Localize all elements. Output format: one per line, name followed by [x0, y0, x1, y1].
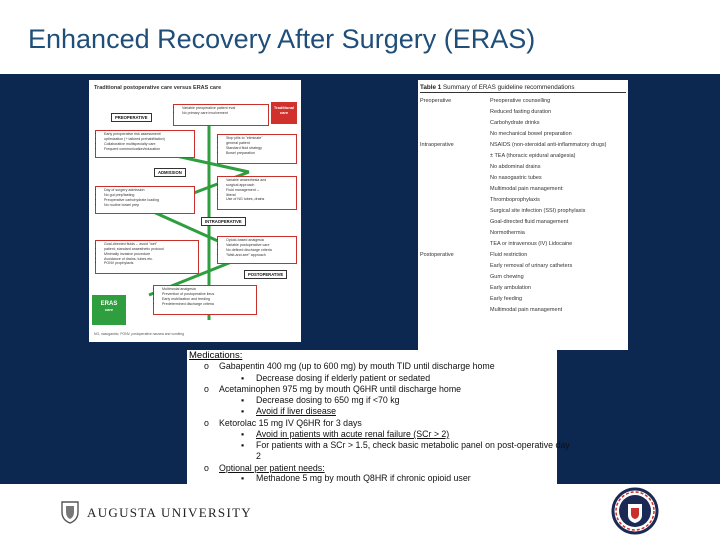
table-row: [420, 227, 626, 238]
box-item: • patient; standard anaesthetic protocol: [104, 247, 196, 252]
box-item: • Frequent communication/education: [104, 147, 192, 152]
box-item: • general patient: [226, 141, 294, 146]
table-category-cell: [420, 150, 490, 161]
table-item-cell: Normothermia: [490, 229, 525, 236]
table-item-cell: Reduced fasting duration: [490, 108, 552, 115]
university-seal-icon: [611, 487, 659, 535]
table-item-cell: NSAIDS (non-steroidal anti-inflammatory drugs): [490, 141, 607, 148]
box-item: • No routine bowel prep: [104, 203, 192, 208]
table-row: [420, 128, 626, 139]
bullet: ▪: [241, 473, 245, 483]
admission-label: ADMISSION: [154, 168, 186, 177]
table-row: [420, 249, 626, 260]
university-name: AUGUSTA UNIVERSITY: [87, 505, 252, 520]
box-item: • optimization (+ tailored prehabilitation): [104, 137, 192, 142]
table-row: [420, 260, 626, 271]
table-item-cell: No abdominal drains: [490, 163, 541, 170]
table-row: [420, 106, 626, 117]
table-row: [420, 172, 626, 183]
table-item-cell: Fluid restriction: [490, 251, 528, 258]
eras-preop-box: [95, 130, 195, 158]
eras-admission-box: [95, 186, 195, 214]
med-item: [204, 361, 495, 371]
postoperative-label: POSTOPERATIVE: [244, 270, 287, 279]
med-item: [204, 384, 461, 394]
traditional-preop-box: [173, 104, 269, 126]
table-title: [420, 84, 575, 91]
med-text: Gabapentin 400 mg (up to 600 mg) by mouth TID until discharge home: [219, 361, 495, 371]
eras-care-badge: [92, 295, 126, 325]
med-text: Avoid if liver disease: [256, 406, 337, 416]
preoperative-label: PREOPERATIVE: [111, 113, 152, 122]
box-item: • Use of NG tubes, drains: [226, 197, 294, 202]
table-row: [420, 161, 626, 172]
table-title-prefix: Table 1: [420, 84, 442, 91]
box-item: • Opioid-based analgesia: [226, 238, 294, 243]
table-item-cell: Goal-directed fluid management: [490, 218, 569, 225]
box-item: • No defined discharge criteria: [226, 248, 294, 253]
bullet: o: [204, 384, 209, 394]
table-category-cell: [420, 161, 490, 172]
table-item-cell: No nasogastric tubes: [490, 174, 542, 181]
table-item-cell: Early ambulation: [490, 284, 531, 291]
box-item: • Day of surgery admission: [104, 188, 192, 193]
table-body: [420, 95, 626, 315]
table-item-cell: ± TEA (thoracic epidural analgesia): [490, 152, 576, 159]
eras-postop-box: [153, 285, 257, 315]
box-item: • No gut prep/fasting: [104, 193, 192, 198]
table-category-cell: [420, 216, 490, 227]
intraoperative-label: INTRAOPERATIVE: [201, 217, 246, 226]
med-text: Methadone 5 mg by mouth Q8HR if chronic opioid user: [256, 473, 471, 483]
table-row: [420, 271, 626, 282]
table-item-cell: Gum chewing: [490, 273, 524, 280]
table-item-cell: Carbohydrate drinks: [490, 119, 540, 126]
table-category-cell: [420, 227, 490, 238]
med-item: [204, 418, 362, 428]
med-subitem: [241, 373, 430, 383]
eras-label: ERAS: [100, 301, 118, 307]
box-item: • Preoperative carbohydrate loading: [104, 198, 192, 203]
table-item-cell: Multimodal pain management: [490, 306, 563, 313]
box-item: • Predetermined discharge criteria: [162, 302, 254, 307]
table-category-cell: Preoperative: [420, 97, 452, 104]
table-row: [420, 194, 626, 205]
diagram-title: Traditional postoperative care versus ERAS care: [94, 85, 222, 91]
box-item: • Stop pills to "eliminate": [226, 136, 294, 141]
bullet: o: [204, 418, 209, 428]
table-item-cell: Preoperative counselling: [490, 97, 551, 104]
table-item-cell: Surgical site infection (SSI) prophylaxis: [490, 207, 586, 214]
box-item: • "Wait-and-see" approach: [226, 253, 294, 258]
table-category-cell: [420, 117, 490, 128]
med-item: [204, 463, 325, 473]
traditional-care-badge: Traditional care: [271, 102, 297, 124]
box-item: • Standard fluid strategy: [226, 146, 294, 151]
med-subitem: [241, 440, 570, 450]
box-item: • Avoidance of drains, tubes etc.: [104, 257, 196, 262]
med-subitem: [241, 406, 336, 416]
table-row: [420, 238, 626, 249]
box-item: • No primary care involvement: [182, 111, 266, 116]
eras-guideline-table: [418, 80, 628, 350]
eras-flow-diagram: [89, 80, 301, 342]
bullet: ▪: [241, 373, 245, 383]
box-item: • Early mobilization and feeding: [162, 297, 254, 302]
table-category-cell: [420, 194, 490, 205]
bullet: ▪: [241, 429, 245, 439]
table-title-text: Summary of ERAS guideline recommendations: [441, 84, 575, 91]
box-item: • PONV prophylaxis: [104, 261, 196, 266]
bullet: o: [204, 463, 209, 473]
table-row: [420, 282, 626, 293]
traditional-postop-box: [217, 236, 297, 264]
table-row: [420, 205, 626, 216]
med-subitem: [241, 473, 471, 483]
med-text: For patients with a SCr > 1.5, check basic metabolic panel on post-operative day: [256, 440, 570, 450]
table-row: [420, 216, 626, 227]
table-category-cell: [420, 260, 490, 271]
box-item: • Minimally invasive procedure: [104, 252, 196, 257]
table-category-cell: [420, 183, 490, 194]
table-category-cell: [420, 304, 490, 315]
box-item: • Early preoperative risk assessment/: [104, 132, 192, 137]
med-text: Optional per patient needs:: [219, 463, 325, 473]
table-row: [420, 150, 626, 161]
bullet: ▪: [241, 406, 245, 416]
traditional-admission-box: [217, 134, 297, 164]
box-item: • Fluid management --: [226, 188, 294, 193]
med-text: Decrease dosing to 650 mg if <70 kg: [256, 395, 400, 405]
med-text: Avoid in patients with acute renal failure (SCr > 2): [256, 429, 450, 439]
slide-title: Enhanced Recovery After Surgery (ERAS): [28, 24, 536, 54]
table-category-cell: [420, 271, 490, 282]
diagram-footnote: NG, nasogastric; PONV, postoperative nausea and vomiting: [94, 332, 184, 336]
med-text: Decrease dosing if elderly patient or sedated: [256, 373, 431, 383]
box-item: • Bowel preparation: [226, 151, 294, 156]
table-category-cell: [420, 172, 490, 183]
box-item: • surgical approach: [226, 183, 294, 188]
table-item-cell: TEA or intravenous (IV) Lidocaine: [490, 240, 573, 247]
table-category-cell: [420, 205, 490, 216]
box-item: • Multimodal analgesia: [162, 287, 254, 292]
table-category-cell: Intraoperative: [420, 141, 454, 148]
table-item-cell: Multimodal pain management:: [490, 185, 564, 192]
med-text: Acetaminophen 975 mg by mouth Q6HR until discharge home: [219, 384, 462, 394]
med-text-continued: 2: [256, 451, 261, 461]
box-item: • Prevention of postoperative ileus: [162, 292, 254, 297]
eras-intraop-box: [95, 240, 199, 274]
table-category-cell: [420, 128, 490, 139]
table-row: [420, 139, 626, 150]
eras-sub-label: care: [104, 307, 114, 312]
table-row: [420, 117, 626, 128]
medications-heading: Medications:: [189, 350, 243, 361]
table-row: [420, 95, 626, 106]
box-item: • Variable postoperative care: [226, 243, 294, 248]
table-item-cell: Thromboprophylaxis: [490, 196, 540, 203]
medications-panel: [187, 350, 570, 484]
box-item: • Variable preoperative patient eval: [182, 106, 266, 111]
table-item-cell: Early removal of urinary catheters: [490, 262, 573, 269]
table-item-cell: Early feeding: [490, 295, 523, 302]
box-item: • Goal-directed fluids -- avoid "wet": [104, 242, 196, 247]
med-subitem: [241, 429, 449, 439]
table-item-cell: No mechanical bowel preparation: [490, 130, 572, 137]
bullet: ▪: [241, 395, 245, 405]
table-category-cell: [420, 293, 490, 304]
med-subitem: [241, 395, 400, 405]
table-rule: [420, 92, 626, 93]
med-text: Ketorolac 15 mg IV Q6HR for 3 days: [219, 418, 362, 428]
box-item: • Collaborative multispecialty care: [104, 142, 192, 147]
table-row: [420, 293, 626, 304]
bullet: o: [204, 361, 209, 371]
box-item: • Variable anaesthesia and: [226, 178, 294, 183]
table-category-cell: [420, 106, 490, 117]
box-item: • liberal: [226, 193, 294, 198]
table-category-cell: [420, 282, 490, 293]
table-category-cell: Postoperative: [420, 251, 454, 258]
bullet: ▪: [241, 440, 245, 450]
traditional-intraop-box: [217, 176, 297, 210]
table-row: [420, 304, 626, 315]
augusta-shield-icon: [60, 500, 80, 524]
table-row: [420, 183, 626, 194]
table-category-cell: [420, 238, 490, 249]
